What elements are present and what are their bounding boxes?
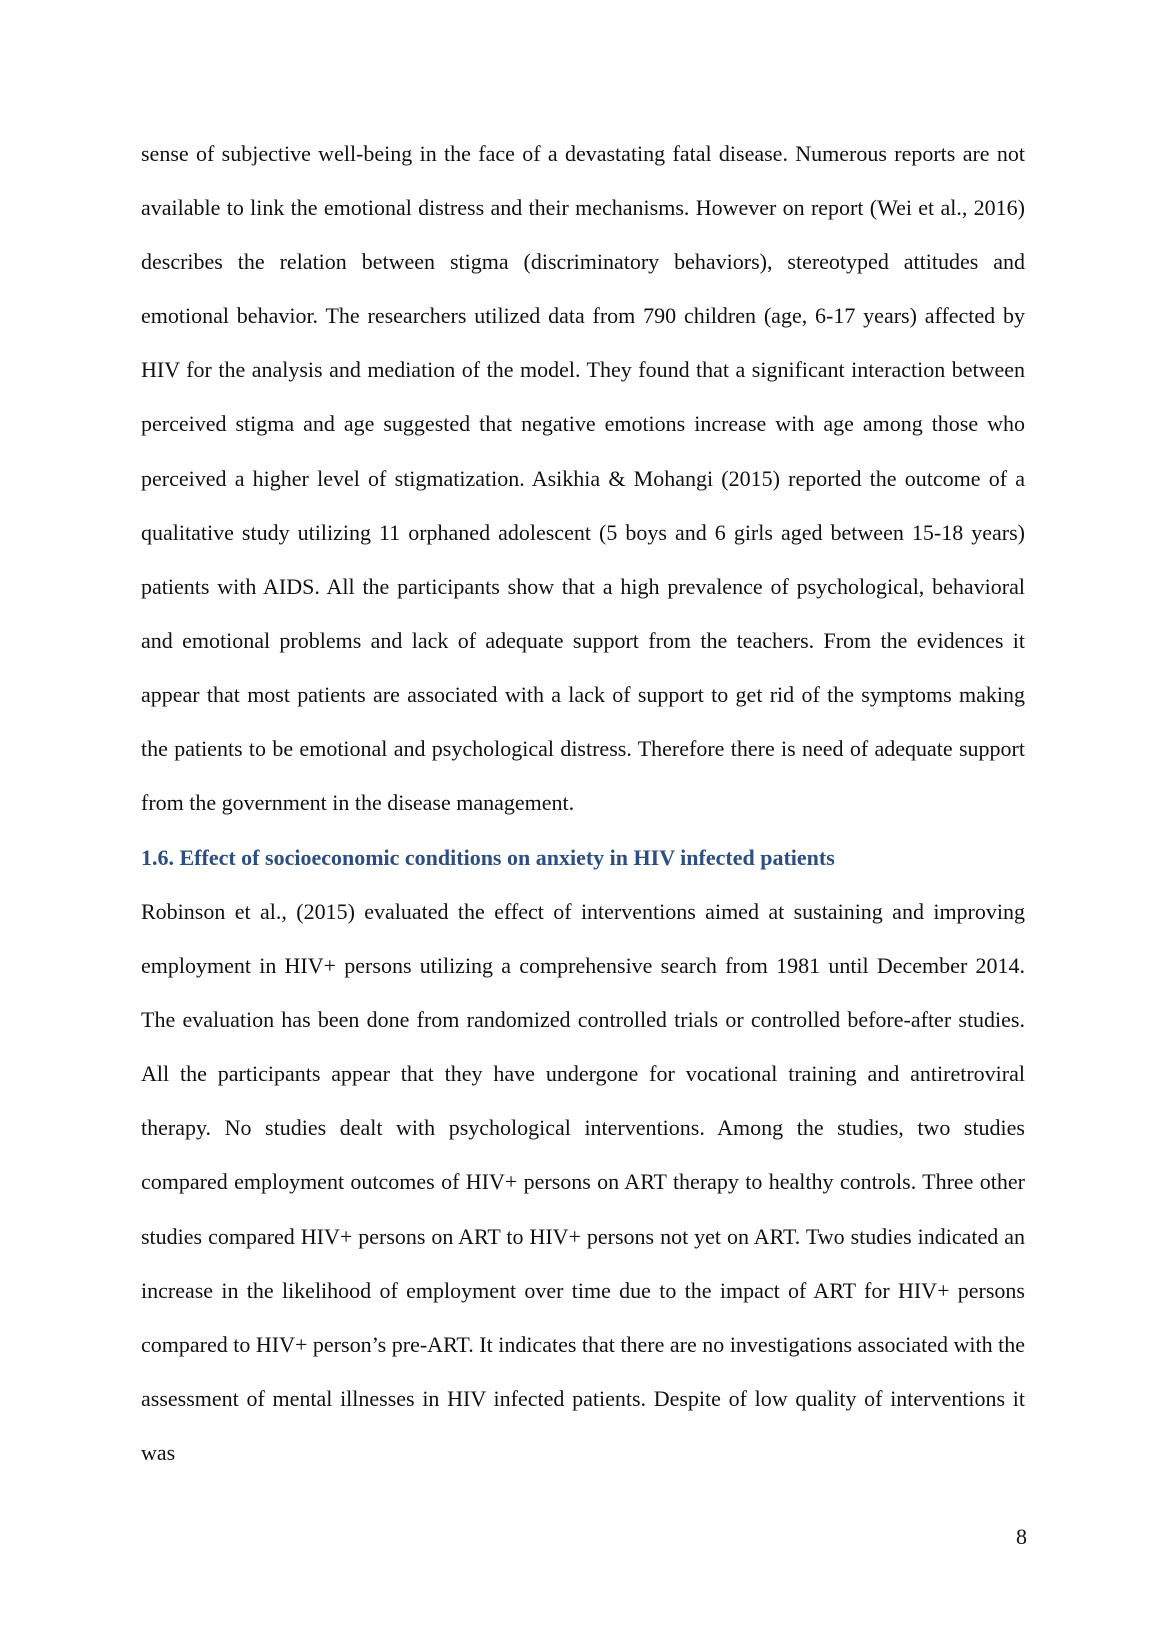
section-heading: 1.6. Effect of socioeconomic conditions on anxiety in HIV infected patients (141, 845, 835, 870)
body-paragraph-continued: sense of subjective well-being in the face of a devastating fatal disease. Numerous reports are not available to link the emotional distress and their mechanisms. However on report (Wei et al., 2016) describes the relation between stigma (discriminatory behaviors), stereotyped attitudes and emotional behavior. The researchers utilized data from 790 children (age, 6-17 years) affected by HIV for the analysis and mediation of the model. They found that a significant interaction between perceived stigma and age suggested that negative emotions increase with age among those who perceived a higher level of stigmatization. Asikhia & Mohangi (2015) reported the outcome of a qualitative study utilizing 11 orphaned adolescent (5 boys and 6 girls aged between 15-18 years) patients with AIDS. All the participants show that a high prevalence of psychological, behavioral and emotional problems and lack of adequate support from the teachers. From the evidences it appear that most patients are associated with a lack of support to get rid of the symptoms making the patients to be emotional and psychological distress. Therefore there is need of adequate support from the government in the disease management. (141, 141, 1025, 816)
body-paragraph-robinson: Robinson et al., (2015) evaluated the effect of interventions aimed at sustaining and improving employment in HIV+ persons utilizing a comprehensive search from 1981 until December 2014. The evaluation has been done from randomized controlled trials or controlled before-after studies. All the participants appear that they have undergone for vocational training and antiretroviral therapy. No studies dealt with psychological interventions. Among the studies, two studies compared employment outcomes of HIV+ persons on ART therapy to healthy controls. Three other studies compared HIV+ persons on ART to HIV+ persons not yet on ART. Two studies indicated an increase in the likelihood of employment over time due to the impact of ART for HIV+ persons compared to HIV+ person’s pre-ART. It indicates that there are no investigations associated with the assessment of mental illnesses in HIV infected patients. Despite of low quality of interventions it was (141, 899, 1025, 1465)
page-number: 8 (1016, 1524, 1027, 1549)
